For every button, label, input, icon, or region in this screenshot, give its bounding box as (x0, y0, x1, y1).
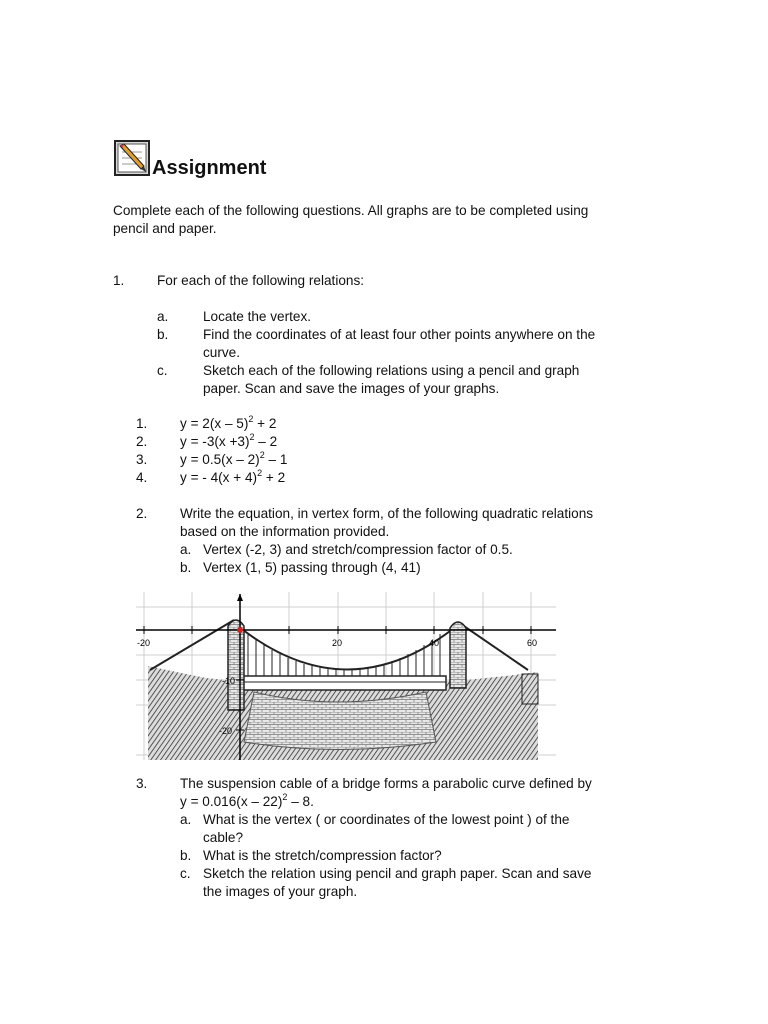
task-text: Find the coordinates of at least four other points anywhere on the (203, 327, 596, 342)
q2-item-text: Vertex (-2, 3) and stretch/compression factor of 0.5. (203, 542, 513, 557)
q2-item-text: Vertex (1, 5) passing through (4, 41) (203, 560, 421, 575)
y-tick-label: -10 (222, 676, 236, 686)
relation-number: 4. (136, 470, 148, 485)
relation-number: 3. (136, 452, 148, 467)
q3-item-text-cont: cable? (203, 830, 244, 845)
page-title: Assignment (152, 157, 267, 179)
q3-item-letter: c. (180, 866, 191, 881)
relation-equation: y = 0.5(x – 2)$^2$ – 1 (180, 450, 288, 467)
q3-item-text: Sketch the relation using pencil and graph paper. Scan and save (203, 866, 592, 881)
intro-text: Complete each of the following questions. All graphs are to be completed using pencil and paper. (113, 203, 589, 236)
task-letter: b. (157, 327, 169, 342)
task-text: Locate the vertex. (203, 309, 312, 324)
bridge-graph-figure (136, 592, 556, 760)
x-tick-label: 40 (429, 638, 440, 648)
task-text-cont: paper. Scan and save the images of your graphs. (203, 381, 500, 396)
relation-equation: y = - $4(x + 4)^2 + 2$ (180, 468, 286, 485)
q2-item-letter: b. (180, 560, 192, 575)
relation-equation: y = 2(x – 5)$^2$ + 2 (180, 414, 277, 431)
q2-item-letter: a. (180, 542, 192, 557)
task-text-cont: curve. (203, 345, 241, 360)
relation-number: 1. (136, 416, 148, 431)
relation-number: 2. (136, 434, 148, 449)
q3-item-text: What is the stretch/compression factor? (203, 848, 442, 863)
q1-prompt: For each of the following relations: (157, 273, 365, 288)
q3-equation: y = 0.016(x – 22)$^2$ – 8. (180, 792, 314, 809)
pencil-notepad-icon (114, 140, 150, 176)
q1-number: 1. (113, 273, 125, 288)
q3-item-text-cont: the images of your graph. (203, 884, 358, 899)
q3-item-letter: b. (180, 848, 192, 863)
q2-prompt: Write the equation, in vertex form, of the following quadratic relations (180, 506, 594, 521)
y-tick-label: -20 (219, 726, 233, 736)
task-letter: c. (157, 363, 168, 378)
x-tick-label: 20 (332, 638, 343, 648)
q3-item-text: What is the vertex ( or coordinates of the lowest point ) of the (203, 812, 570, 827)
relation-equation: $y = -3(x +3)^2 - 2$ (180, 432, 278, 449)
q3-prompt: The suspension cable of a bridge forms a parabolic curve defined by (180, 776, 592, 791)
q3-item-letter: a. (180, 812, 192, 827)
q2-prompt-cont: based on the information provided. (180, 524, 390, 539)
x-tick-label: -20 (137, 638, 151, 648)
x-tick-label: 60 (527, 638, 538, 648)
q2-number: 2. (136, 506, 148, 521)
task-letter: a. (157, 309, 169, 324)
q3-number: 3. (136, 776, 148, 791)
task-text: Sketch each of the following relations using a pencil and graph (203, 363, 580, 378)
